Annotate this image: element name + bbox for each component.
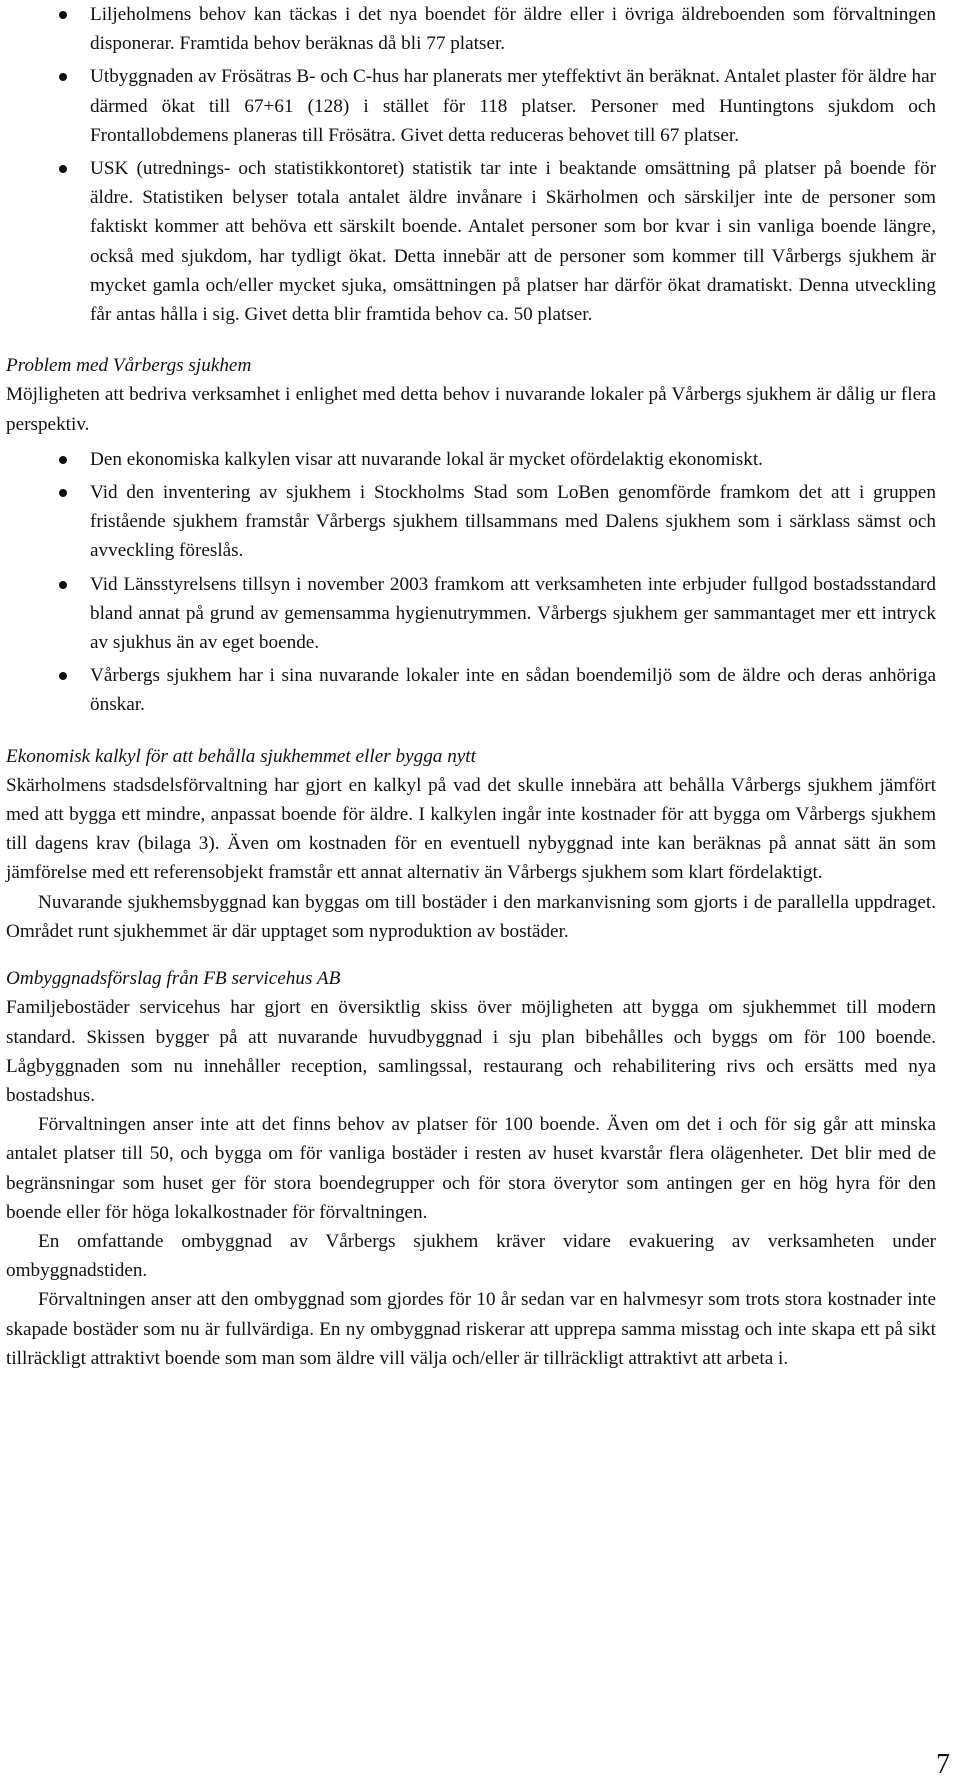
bullet-icon xyxy=(59,581,67,589)
list-item xyxy=(6,570,936,658)
page-number: 7 xyxy=(936,1749,950,1780)
section-heading-rebuild: Ombyggnadsförslag från FB servicehus AB xyxy=(6,968,341,990)
bullet-icon xyxy=(59,73,67,81)
bullet-text: Liljeholmens behov kan täckas i det nya boendet för äldre eller i övriga äldreboenden som förvaltningen disponerar. Framtida behov beräknas då bli 77 platser. xyxy=(90,4,936,55)
paragraph: Förvaltningen anser inte att det finns behov av platser för 100 boende. Även om det i och för sig går att minska antalet platser till 50, och bygga om för vanliga bostäder i resten av huset kvarstår flera olägenheter. Det blir med de begränsningar som huset ger för stora boendegrupper och för stora överytor som antingen ger en hög hyra för den boende eller för höga lokalkostnader för förvaltningen. xyxy=(6,1114,936,1223)
list-item xyxy=(6,478,936,566)
section-heading-economic: Ekonomisk kalkyl för att behålla sjukhemmet eller bygga nytt xyxy=(6,745,476,767)
bullet-icon xyxy=(59,456,67,464)
bullet-text: Utbyggnaden av Frösätras B- och C-hus har planerats mer yteffektivt än beräknat. Antalet plaster för äldre har därmed ökat till 67+61 (128) i stället för 118 platser. Personer med Huntingtons sjukdom och Frontallobdemens planeras till Frösätra. Givet detta reduceras behovet till 67 platser. xyxy=(90,66,936,146)
bullet-text: Vid den inventering av sjukhem i Stockholms Stad som LoBen genomförde framkom det att i gruppen fristående sjukhem framstår Vårbergs sjukhem tillsammans med Dalens sjukhem som i särklass sämst och avveckling föreslås. xyxy=(90,482,936,562)
list-item xyxy=(6,62,936,150)
paragraph: En omfattande ombyggnad av Vårbergs sjukhem kräver vidare evakuering av verksamheten under ombyggnadstiden. xyxy=(6,1230,936,1282)
bullet-text: Vid Länsstyrelsens tillsyn i november 2003 framkom att verksamheten inte erbjuder fullgod bostadsstandard bland annat på grund av gemensamma hygienutrymmen. Vårbergs sjukhem ger sammantaget mer ett intryck av sjukhus än av eget boende. xyxy=(90,573,936,654)
list-item xyxy=(6,0,936,58)
problem-intro: Möjligheten att bedriva verksamhet i enlighet med detta behov i nuvarande lokaler på Vårbergs sjukhem är dålig ur flera perspektiv. xyxy=(6,384,936,435)
paragraph: Skärholmens stadsdelsförvaltning har gjort en kalkyl på vad det skulle innebära att behålla Vårbergs sjukhem jämfört med att bygga ett mindre, anpassat boende för äldre. I kalkylen ingår inte kostnader för att bygga om Vårbergs sjukhem till dagens krav (bilaga 3). Även om kostnaden för en eventuell nybyggnad inte kan beräknas på annat sätt än som jämförelse med ett referensobjekt framstår ett annat alternativ än Vårbergs sjukhem som klart fördelaktigt. xyxy=(6,774,936,884)
document-page xyxy=(6,0,936,1373)
list-item xyxy=(6,154,936,329)
section-heading-problem: Problem med Vårbergs sjukhem xyxy=(6,355,252,377)
paragraph: Familjebostäder servicehus har gjort en översiktlig skiss över möjligheten att bygga om sjukhemmet till modern standard. Skissen bygger på att nuvarande huvudbyggnad i sju plan bibehålles och byggs om för 100 boende. Lågbyggnaden som nu innehåller reception, samlingssal, restaurang och rehabilitering rivs och ersätts med nya bostadshus. xyxy=(6,997,936,1106)
bullet-text: USK (utrednings- och statistikkontoret) statistik tar inte i beaktande omsättning på platser på boende för äldre. Statistiken belyser totala antalet äldre invånare i Skärholmen och särskiljer inte de personer som faktiskt kommer att behöva ett särskilt boende. Antalet personer som bor kvar i sin vanliga boende längre, också med sjukdom, har tydligt ökat. Detta innebär att de personer som kommer till Vårbergs sjukhem är mycket gamla och/eller mycket sjuka, omsättningen på platser har därför ökat dramatiskt. Denna utveckling får antas hålla i sig. Givet detta blir framtida behov ca. 50 platser. xyxy=(90,158,936,326)
bullet-text: Den ekonomiska kalkylen visar att nuvarande lokal är mycket ofördelaktig ekonomiskt. xyxy=(90,448,763,470)
bullet-icon xyxy=(59,165,67,173)
bullet-text: Vårbergs sjukhem har i sina nuvarande lokaler inte en sådan boendemiljö som de äldre och deras anhöriga önskar. xyxy=(90,665,936,716)
list-item xyxy=(6,661,936,719)
problem-bullet-list xyxy=(6,445,936,720)
bullet-icon xyxy=(59,11,67,19)
paragraph: Nuvarande sjukhemsbyggnad kan byggas om till bostäder i den markanvisning som gjorts i de parallella uppdraget. Området runt sjukhemmet är där upptaget som nyproduktion av bostäder. xyxy=(6,891,936,942)
intro-bullet-list xyxy=(6,0,936,329)
bullet-icon xyxy=(59,672,67,680)
bullet-icon xyxy=(59,489,67,497)
list-item xyxy=(6,445,936,474)
paragraph: Förvaltningen anser att den ombyggnad som gjordes för 10 år sedan var en halvmesyr som trots stora kostnader inte skapade bostäder som nu är fullvärdiga. En ny ombyggnad riskerar att upprepa samma misstag och inte skapa ett på sikt tillräckligt attraktivt boende som man som äldre vill välja och/eller är tillräckligt attraktivt att arbeta i. xyxy=(6,1289,936,1369)
